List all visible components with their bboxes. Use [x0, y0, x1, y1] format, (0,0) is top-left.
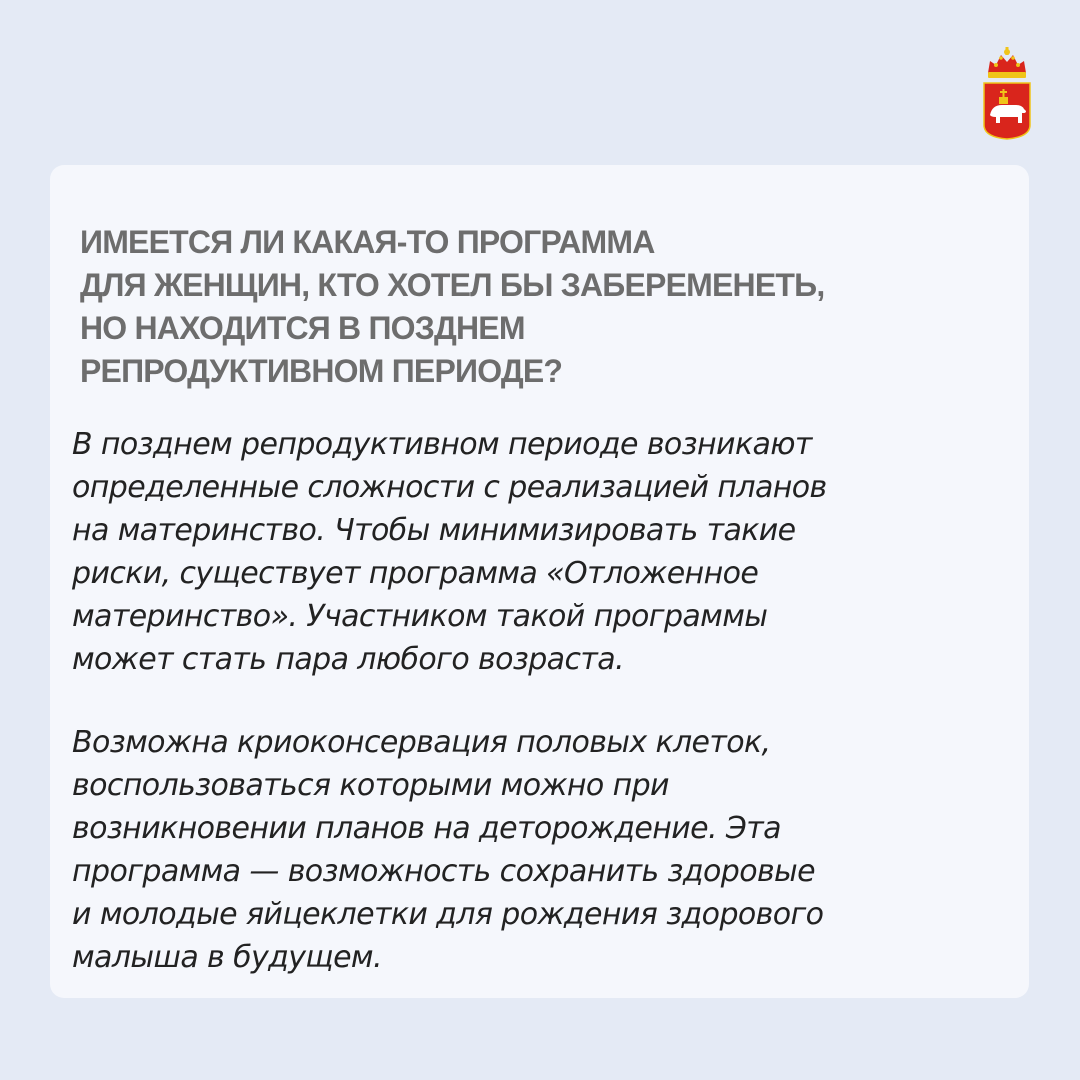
- question-line: РЕПРОДУКТИВНОМ ПЕРИОДЕ?: [80, 353, 563, 389]
- answer-line: возникновении планов на деторождение. Эта: [72, 811, 781, 846]
- shield-icon: [984, 83, 1030, 139]
- question-line: ДЛЯ ЖЕНЩИН, КТО ХОТЕЛ БЫ ЗАБЕРЕМЕНЕТЬ,: [80, 267, 825, 303]
- answer-line: воспользоваться которыми можно при: [72, 768, 669, 803]
- answer-line: риски, существует программа «Отложенное: [72, 556, 759, 591]
- answer-paragraph-2: [72, 721, 1002, 979]
- answer-line: и молодые яйцеклетки для рождения здорового: [72, 897, 824, 932]
- answer-line: материнство». Участником такой программы: [72, 599, 768, 634]
- crown-icon: [988, 47, 1026, 78]
- content-card: [50, 165, 1029, 998]
- question-heading: [80, 221, 980, 393]
- answer-line: на материнство. Чтобы минимизировать такие: [72, 513, 796, 548]
- answer-line: программа — возможность сохранить здоровые: [72, 854, 815, 889]
- answer-line: определенные сложности с реализацией планов: [72, 470, 827, 505]
- answer-paragraph-1: [72, 423, 1002, 681]
- perm-krai-coat-of-arms-icon: [980, 45, 1034, 141]
- answer-line: может стать пара любого возраста.: [72, 642, 624, 677]
- question-line: НО НАХОДИТСЯ В ПОЗДНЕМ: [80, 310, 525, 346]
- question-line: ИМЕЕТСЯ ЛИ КАКАЯ-ТО ПРОГРАММА: [80, 224, 655, 260]
- answer-line: Возможна криоконсервация половых клеток,: [72, 725, 771, 760]
- answer-line: В позднем репродуктивном периоде возникают: [72, 427, 812, 462]
- answer-line: малыша в будущем.: [72, 940, 382, 975]
